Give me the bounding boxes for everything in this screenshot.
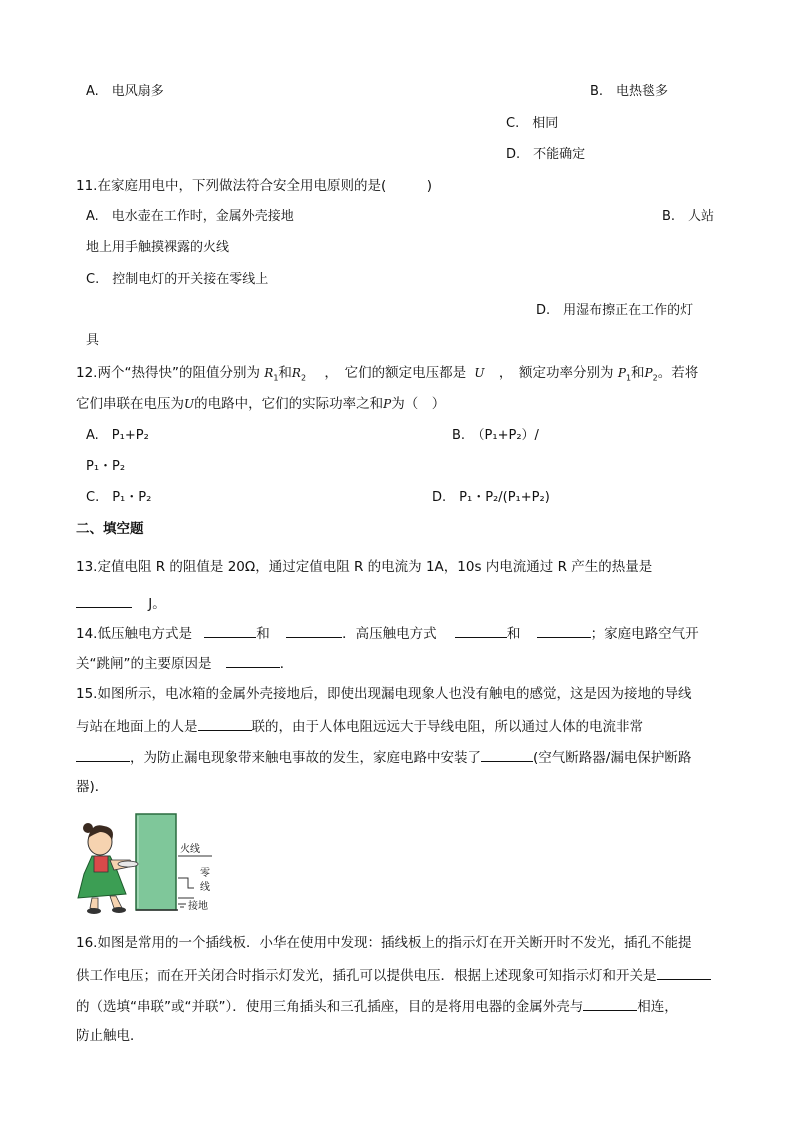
q10-option-d: D. 不能确定: [506, 147, 586, 162]
ground-label: 接地: [188, 901, 208, 912]
q12-stem-line2: 它们串联在电压为U的电路中，它们的实际功率之和P为（ ）: [76, 396, 446, 412]
q16-blank-1[interactable]: [657, 965, 711, 980]
q14-blank-3[interactable]: [455, 623, 507, 638]
q16-line4: 防止触电．: [76, 1028, 144, 1044]
q12-option-b-cont: P₁・P₂: [86, 459, 126, 474]
refrigerator-figure: [74, 808, 224, 916]
section-title: 二、填空题: [76, 521, 144, 537]
zero-wire-label-1: 零: [200, 868, 210, 879]
q14-line1: 14.低压触电方式是 和 ．高压触电方式 和 ；家庭电路空气开: [76, 623, 699, 643]
q15-line4: 器)．: [76, 779, 109, 795]
q16-blank-2[interactable]: [583, 996, 637, 1011]
q16-line3: 的（选填“串联”或“并联”）．使用三角插头和三孔插座，目的是将用电器的金属外壳与 相连，: [76, 996, 678, 1016]
q11-option-b-cont: 地上用手触摸裸露的火线: [86, 240, 230, 255]
q14-blank-5[interactable]: [226, 653, 280, 668]
zero-wire-label-2: 线: [200, 882, 210, 893]
q12-option-b: B. （P₁+P₂）/: [452, 428, 539, 443]
q11-option-d-cont: 具: [86, 333, 100, 348]
q15-blank-2[interactable]: [76, 747, 130, 762]
q15-blank-1[interactable]: [198, 716, 252, 731]
q12-option-a: A. P₁+P₂: [86, 428, 149, 443]
q14-blank-1[interactable]: [204, 623, 256, 638]
q14-line2: 关“跳闸”的主要原因是 ．: [76, 653, 293, 673]
q11-option-d: D. 用湿布擦正在工作的灯: [536, 303, 694, 318]
refrigerator-body: [136, 814, 176, 910]
q11-option-a: A. 电水壶在工作时，金属外壳接地: [86, 209, 294, 224]
q11-stem: 11.在家庭用电中，下列做法符合安全用电原则的是( ): [76, 178, 433, 194]
q14-blank-2[interactable]: [286, 623, 342, 638]
fire-wire-label: 火线: [180, 844, 200, 855]
q14-blank-4[interactable]: [537, 623, 591, 638]
q10-option-c: C. 相同: [506, 116, 559, 131]
q16-line2: 供工作电压；而在开关闭合时指示灯发光，插孔可以提供电压．根据上述现象可知指示灯和开关是: [76, 965, 711, 985]
q13-answer-line: J。: [76, 593, 166, 613]
q15-line2: 与站在地面上的人是 联的，由于人体电阻远远大于导线电阻，所以通过人体的电流非常: [76, 716, 643, 736]
q11-option-b: B. 人站: [662, 209, 715, 224]
q13-stem: 13.定值电阻 R 的阻值是 20Ω，通过定值电阻 R 的电流为 1A，10s 内电流通过 R 产生的热量是: [76, 559, 653, 575]
q13-blank[interactable]: [76, 593, 132, 608]
q12-option-c: C. P₁・P₂: [86, 490, 152, 505]
q12-option-d: D. P₁・P₂/(P₁+P₂): [432, 490, 550, 505]
q10-option-b: B. 电热毯多: [590, 84, 669, 99]
q11-option-c: C. 控制电灯的开关接在零线上: [86, 272, 269, 287]
q16-line1: 16.如图是常用的一个插线板．小华在使用中发现：插线板上的指示灯在开关断开时不发光，插孔不能提: [76, 935, 692, 951]
q15-blank-3[interactable]: [481, 747, 533, 762]
q10-option-a: A. 电风扇多: [86, 84, 164, 99]
q15-line1: 15.如图所示，电冰箱的金属外壳接地后，即使出现漏电现象人也没有触电的感觉，这是因为接地的导线: [76, 686, 692, 702]
q12-stem-line1: 12.两个“热得快”的阻值分别为 $R_1$和$R_2$ ， 它们的额定电压都是 U ， 额定功率分别为 $P_1$和$P_2$。若将: [76, 365, 699, 383]
q15-line3: ，为防止漏电现象带来触电事故的发生，家庭电路中安装了 (空气断路器/漏电保护断路: [76, 747, 691, 767]
